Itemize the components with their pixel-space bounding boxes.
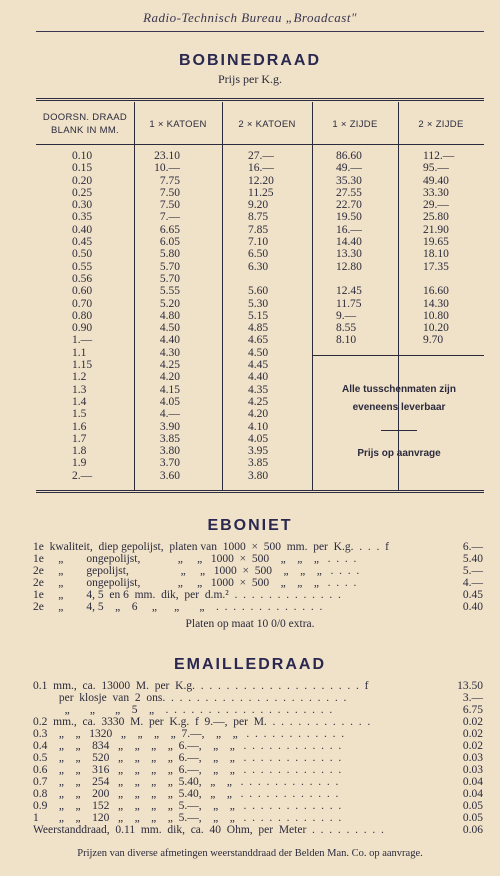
zijde-2-cell: 19.65: [423, 236, 449, 249]
katoen-1-cell: 5.70: [159, 260, 180, 273]
note-divider: [381, 430, 417, 431]
diameter-cell: 1.9: [72, 457, 87, 470]
diameter-cell: 0.80: [72, 309, 93, 322]
emailledraad-row-price: 0.04: [462, 788, 483, 800]
emailledraad-row-description: 0.4 „ „ 834 „ „ „ „ 6.—, „ „ . . . . . . . . . . . .: [33, 740, 342, 752]
zijde-1-cell: [336, 273, 386, 285]
katoen-2-cell: 4.50: [248, 346, 269, 359]
katoen-2-cell: 4.45: [248, 359, 269, 372]
diameter-cell: 0.25: [72, 186, 93, 199]
zijde-1-cell: 13.30: [336, 248, 362, 261]
emailledraad-row: [33, 692, 483, 704]
diameter-cell: 1.7: [72, 432, 87, 445]
eboniet-row: [33, 589, 483, 601]
emailledraad-row-price: 0.02: [462, 716, 483, 728]
katoen-1-cell: 4.20: [159, 371, 180, 384]
katoen-2-cell: 3.80: [248, 469, 269, 482]
eboniet-row: [33, 541, 483, 553]
emailledraad-row: [33, 716, 483, 728]
emailledraad-row-description: 0.1 mm., ca. 13000 M. per K.g. . . . . . . . . . . . . . . . . . . . f: [33, 680, 369, 692]
zijde-2-cell: 95.—: [423, 162, 449, 175]
emailledraad-row: [33, 788, 483, 800]
column-zijde-1: [336, 150, 386, 347]
zijde-1-cell: 49.—: [336, 162, 362, 175]
katoen-2-cell: 4.10: [248, 420, 269, 433]
eboniet-row-price: 0.40: [462, 601, 483, 613]
table-bottom-border: [36, 490, 484, 493]
header-katoen-1: 1 × KATOEN: [149, 118, 207, 130]
header-zijde-1: 1 × ZIJDE: [332, 118, 378, 130]
eboniet-row-description: 1e „ ongepolijst, „ „ 1000 × 500 „ „ „ . . . .: [33, 553, 357, 565]
column-divider: [398, 102, 399, 490]
emailledraad-row-price: 3.—: [462, 692, 483, 704]
diameter-cell: 0.56: [72, 272, 93, 285]
diameter-cell: 0.35: [72, 211, 93, 224]
column-divider: [312, 102, 313, 490]
katoen-2-cell: 4.05: [248, 432, 269, 445]
katoen-2-cell: 9.20: [248, 199, 269, 212]
diameter-cell: 0.40: [72, 223, 93, 236]
diameter-cell: 0.30: [72, 199, 93, 212]
zijde-1-cell: 16.—: [336, 223, 362, 236]
zijde-2-cell: 9.70: [423, 334, 444, 347]
katoen-1-cell: 5.55: [159, 285, 180, 298]
eboniet-row: [33, 553, 483, 565]
eboniet-row-price: 5.—: [462, 565, 483, 577]
zijde-2-cell: 29.—: [423, 199, 449, 212]
katoen-2-cell: 5.60: [248, 285, 269, 298]
katoen-1-cell: 4.25: [159, 359, 180, 372]
column-divider: [222, 102, 223, 490]
katoen-1-cell: 4.30: [159, 346, 180, 359]
zijde-1-cell: 9.—: [336, 309, 357, 322]
emailledraad-title: EMAILLEDRAAD: [174, 656, 326, 673]
katoen-1-cell: 4.15: [159, 383, 180, 396]
header-zijde-2: 2 × ZIJDE: [418, 118, 464, 130]
katoen-2-cell: 4.85: [248, 322, 269, 335]
katoen-1-cell: 4.80: [159, 309, 180, 322]
zijde-1-cell: 19.50: [336, 211, 362, 224]
katoen-1-cell: 3.85: [159, 432, 180, 445]
katoen-2-cell: 7.85: [248, 223, 269, 236]
header-rule: [36, 31, 484, 32]
zijde-2-cell: [423, 273, 473, 285]
header-katoen-2: 2 × KATOEN: [238, 118, 296, 130]
diameter-cell: 0.55: [72, 260, 93, 273]
zijde-2-cell: 10.80: [423, 309, 449, 322]
emailledraad-row-description: Weerstanddraad, 0.11 mm. dik, ca. 40 Ohm, per Meter . . . . . . . . .: [33, 824, 384, 836]
katoen-2-cell: 7.10: [248, 236, 269, 249]
katoen-2-cell: 5.15: [248, 309, 269, 322]
diameter-cell: 2.—: [72, 469, 93, 482]
katoen-1-cell: 7.—: [159, 211, 180, 224]
zijde-2-cell: 21.90: [423, 223, 449, 236]
table-top-border: [36, 98, 484, 101]
eboniet-row-description: 2e „ ongepolijst, „ „ 1000 × 500 „ „ „ . . . .: [33, 577, 357, 589]
zijde-1-cell: 14.40: [336, 236, 362, 249]
emailledraad-row-price: 0.04: [462, 776, 483, 788]
note-line-1: Alle tusschenmaten zijn: [342, 384, 456, 395]
katoen-1-cell: 6.65: [159, 223, 180, 236]
diameter-cell: 0.90: [72, 322, 93, 335]
zijde-1-cell: 35.30: [336, 174, 362, 187]
eboniet-row-price: 5.40: [462, 553, 483, 565]
katoen-2-cell: 3.95: [248, 445, 269, 458]
emailledraad-row-description: 0.7 „ „ 254 „ „ „ „ 5.40, „ „ . . . . . . . . . . . .: [33, 776, 339, 788]
emailledraad-row: [33, 728, 483, 740]
zijde-1-cell: 12.80: [336, 260, 362, 273]
diameter-cell: 1.3: [72, 383, 87, 396]
katoen-2-cell: 4.20: [248, 408, 269, 421]
zijde-1-cell: 11.75: [336, 297, 362, 310]
katoen-1-cell: 7.75: [159, 174, 180, 187]
katoen-1-cell: 7.50: [159, 199, 180, 212]
emailledraad-row-price: 0.03: [462, 752, 483, 764]
eboniet-row-price: 6.—: [462, 541, 483, 553]
katoen-2-cell: 4.35: [248, 383, 269, 396]
emailledraad-row: [33, 704, 483, 716]
header-diameter: DOORSN. DRAAD BLANK IN MM.: [42, 112, 128, 136]
emailledraad-row: [33, 680, 483, 692]
emailledraad-row-price: 0.02: [462, 740, 483, 752]
eboniet-row-price: 0.45: [462, 589, 483, 601]
emailledraad-row-description: 0.8 „ „ 200 „ „ „ „ 5.40, „ „ . . . . . . . . . . . .: [33, 788, 339, 800]
katoen-2-cell: 12.20: [248, 174, 274, 187]
diameter-cell: 0.50: [72, 248, 93, 261]
eboniet-price-list: [33, 541, 483, 613]
emailledraad-row: [33, 764, 483, 776]
emailledraad-row-description: 1 „ „ 120 „ „ „ „ 5.—, „ „ . . . . . . . . . . . .: [33, 812, 342, 824]
zijde-2-cell: 112.—: [423, 150, 455, 162]
zijde-1-cell: 22.70: [336, 199, 362, 212]
diameter-cell: 1.2: [72, 371, 87, 384]
eboniet-row: [33, 577, 483, 589]
katoen-2-cell: 4.65: [248, 334, 269, 347]
katoen-1-cell: 4.05: [159, 395, 180, 408]
eboniet-footer: Platen op maat 10 0/0 extra.: [185, 618, 315, 630]
emailledraad-row-description: 0.5 „ „ 520 „ „ „ „ 6.—, „ „ . . . . . . . . . . . .: [33, 752, 342, 764]
emailledraad-row-description: 0.6 „ „ 316 „ „ „ „ 6.—, „ „ . . . . . . . . . . . .: [33, 764, 342, 776]
katoen-1-cell: 6.05: [159, 236, 180, 249]
eboniet-row-price: 4.—: [462, 577, 483, 589]
katoen-1-cell: 7.50: [159, 186, 180, 199]
bobinedraad-title: BOBINEDRAAD: [179, 52, 321, 69]
zijde-1-cell: 27.55: [336, 186, 362, 199]
emailledraad-row: [33, 824, 483, 836]
emailledraad-row-price: 0.02: [462, 728, 483, 740]
zijde-2-cell: 49.40: [423, 174, 449, 187]
zijde-2-cell: 10.20: [423, 322, 449, 335]
note-line-3: Prijs op aanvrage: [357, 448, 441, 459]
emailledraad-row: [33, 752, 483, 764]
katoen-1-cell: 5.80: [159, 248, 180, 261]
running-head: Radio-Technisch Bureau „Broadcast": [143, 10, 357, 25]
katoen-1-cell: 4.—: [159, 408, 180, 421]
eboniet-row-description: 1e „ 4, 5 en 6 mm. dik, per d.m.² . . . . . . . . . . . . .: [33, 589, 341, 601]
emailledraad-row-description: „ „ „ 5 „ . . . . . . . . . . . . . . . . . . . .: [33, 704, 333, 716]
diameter-cell: 1.6: [72, 420, 87, 433]
emailledraad-row: [33, 776, 483, 788]
katoen-1-cell: 3.80: [159, 445, 180, 458]
column-katoen-1: [135, 150, 180, 482]
diameter-cell: 1.5: [72, 408, 87, 421]
zijde-2-cell: 18.10: [423, 248, 449, 261]
zijde-2-cell: 14.30: [423, 297, 449, 310]
emailledraad-row: [33, 812, 483, 824]
katoen-2-cell: 6.50: [248, 248, 269, 261]
emailledraad-row: [33, 740, 483, 752]
diameter-cell: 0.70: [72, 297, 93, 310]
note-box-rule: [312, 355, 484, 356]
diameter-cell: 0.60: [72, 285, 93, 298]
zijde-1-cell: 8.55: [336, 322, 357, 335]
emailledraad-row-description: per klosje van 2 ons. . . . . . . . . . . . . . . . . . . . . .: [33, 692, 347, 704]
column-katoen-2: [248, 150, 298, 482]
eboniet-row-description: 1e kwaliteit, diep gepolijst, platen van 1000 × 500 mm. per K.g. . . . f: [33, 541, 389, 553]
column-zijde-2: [423, 150, 473, 347]
zijde-2-cell: 33.30: [423, 186, 449, 199]
table-header-rule: [36, 144, 484, 145]
emailledraad-row-description: 0.2 mm., ca. 3330 M. per K.g. f 9.—, per M. . . . . . . . . . . . .: [33, 716, 371, 728]
eboniet-row: [33, 601, 483, 613]
diameter-cell: 1.—: [72, 334, 93, 347]
katoen-1-cell: 5.20: [159, 297, 180, 310]
katoen-1-cell: 4.40: [159, 334, 180, 347]
eboniet-row-description: 2e „ 4, 5 „ 6 „ „ „ . . . . . . . . . . . . .: [33, 601, 323, 613]
diameter-cell: 0.10: [72, 150, 93, 162]
zijde-1-cell: 86.60: [336, 150, 362, 162]
diameter-cell: 0.15: [72, 162, 93, 175]
katoen-1-cell: 5.70: [159, 272, 180, 285]
diameter-cell: 1.8: [72, 445, 87, 458]
bobinedraad-subtitle: Prijs per K.g.: [218, 72, 282, 86]
emailledraad-row-description: 0.9 „ „ 152 „ „ „ „ 5.—, „ „ . . . . . . . . . . . .: [33, 800, 342, 812]
katoen-2-cell: 11.25: [248, 186, 274, 199]
diameter-cell: 1.1: [72, 346, 87, 359]
emailledraad-row-description: 0.3 „ „ 1320 „ „ „ „ 7.—, „ „ . . . . . . . . . . . .: [33, 728, 345, 740]
katoen-2-cell: 3.85: [248, 457, 269, 470]
katoen-1-cell: 10.—: [154, 162, 180, 175]
zijde-2-cell: 17.35: [423, 260, 449, 273]
emailledraad-row-price: 0.05: [462, 800, 483, 812]
emailledraad-row: [33, 800, 483, 812]
katoen-2-cell: 4.40: [248, 371, 269, 384]
katoen-1-cell: 23.10: [154, 150, 180, 162]
eboniet-title: EBONIET: [207, 517, 293, 534]
bobinedraad-table: [36, 98, 484, 496]
katoen-1-cell: 3.60: [159, 469, 180, 482]
diameter-cell: 0.20: [72, 174, 93, 187]
column-diameter: [72, 150, 122, 482]
katoen-2-cell: 5.30: [248, 297, 269, 310]
katoen-2-cell: 4.25: [248, 395, 269, 408]
katoen-1-cell: 3.90: [159, 420, 180, 433]
zijde-2-cell: 16.60: [423, 285, 449, 298]
emailledraad-row-price: 0.03: [462, 764, 483, 776]
eboniet-row-description: 2e „ gepolijst, „ „ 1000 × 500 „ „ „ . . . .: [33, 565, 360, 577]
eboniet-row: [33, 565, 483, 577]
note-line-2: eveneens leverbaar: [352, 402, 446, 413]
katoen-2-cell: 16.—: [248, 162, 274, 175]
emailledraad-row-price: 0.06: [462, 824, 483, 836]
diameter-cell: 1.15: [72, 359, 93, 372]
diameter-cell: 0.45: [72, 236, 93, 249]
katoen-1-cell: 3.70: [159, 457, 180, 470]
emailledraad-footer: Prijzen van diverse afmetingen weerstanddraad der Belden Man. Co. op aanvrage.: [77, 848, 423, 859]
emailledraad-row-price: 0.05: [462, 812, 483, 824]
zijde-2-cell: 25.80: [423, 211, 449, 224]
katoen-2-cell: 8.75: [248, 211, 269, 224]
zijde-1-cell: 8.10: [336, 334, 357, 347]
katoen-2-cell: 6.30: [248, 260, 269, 273]
diameter-cell: 1.4: [72, 395, 87, 408]
emailledraad-row-price: 13.50: [457, 680, 483, 692]
emailledraad-price-list: [33, 680, 483, 836]
katoen-2-cell: 27.—: [248, 150, 274, 162]
katoen-2-cell: [248, 273, 298, 285]
zijde-1-cell: 12.45: [336, 285, 362, 298]
katoen-1-cell: 4.50: [159, 322, 180, 335]
emailledraad-row-price: 6.75: [462, 704, 483, 716]
